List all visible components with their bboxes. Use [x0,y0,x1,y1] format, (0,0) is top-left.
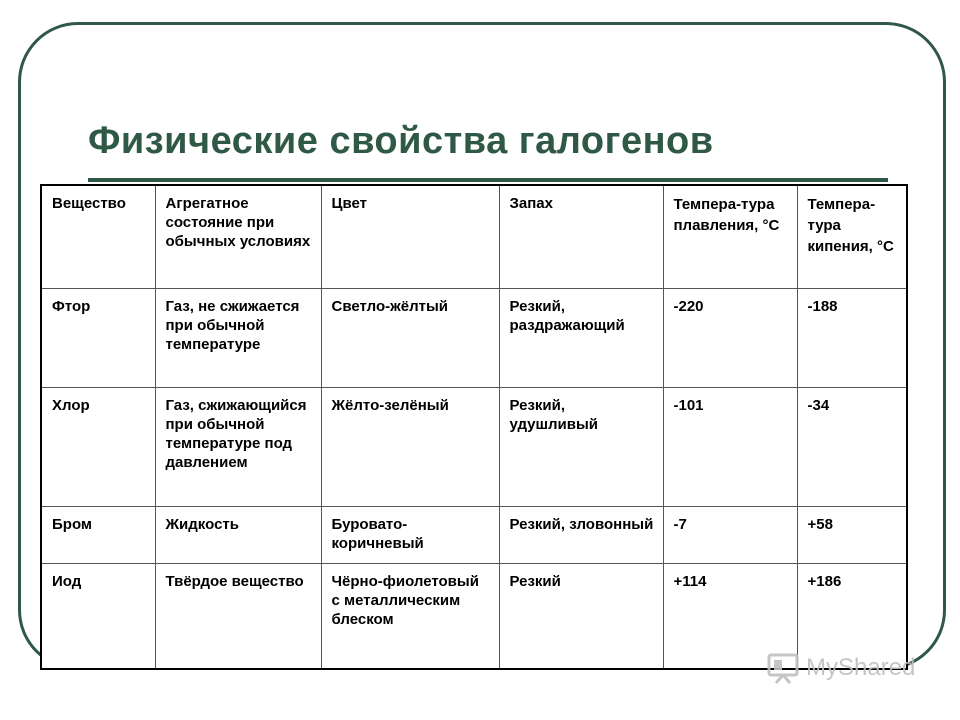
cell-color: Светло-жёлтый [321,289,499,388]
header-color: Цвет [321,185,499,289]
properties-table-container [40,184,906,670]
cell-melting-point: -7 [663,507,797,564]
header-melting-point: Темпера-тура плавления, °С [663,185,797,289]
header-boiling-point: Темпера-тура кипения, °С [797,185,907,289]
table-row [41,289,907,388]
header-substance: Вещество [41,185,155,289]
cell-melting-point: -220 [663,289,797,388]
cell-boiling-point: -34 [797,388,907,507]
cell-color: Жёлто-зелёный [321,388,499,507]
table-row [41,507,907,564]
header-state: Агрегатное состояние при обычных условиях [155,185,321,289]
cell-smell: Резкий, раздражающий [499,289,663,388]
watermark-text: MyShared [806,654,916,681]
header-smell: Запах [499,185,663,289]
cell-substance: Бром [41,507,155,564]
cell-substance: Фтор [41,289,155,388]
watermark [766,648,915,688]
cell-state: Жидкость [155,507,321,564]
halogen-properties-table [40,184,908,670]
cell-state: Твёрдое вещество [155,564,321,670]
cell-boiling-point: +58 [797,507,907,564]
cell-substance: Иод [41,564,155,670]
page-title: Физические свойства галогенов [88,120,714,162]
cell-color: Буровато-коричневый [321,507,499,564]
cell-smell: Резкий [499,564,663,670]
cell-color: Чёрно-фиолетовый с металлическим блеском [321,564,499,670]
cell-state: Газ, сжижающийся при обычной температуре под давлением [155,388,321,507]
title-underline [88,178,888,182]
cell-substance: Хлор [41,388,155,507]
cell-smell: Резкий, удушливый [499,388,663,507]
presentation-screen-icon [766,651,800,685]
cell-boiling-point: -188 [797,289,907,388]
table-row [41,388,907,507]
cell-melting-point: -101 [663,388,797,507]
cell-boiling-point: +186 [797,564,907,670]
cell-state: Газ, не сжижается при обычной температуре [155,289,321,388]
table-header-row [41,185,907,289]
cell-smell: Резкий, зловонный [499,507,663,564]
cell-melting-point: +114 [663,564,797,670]
